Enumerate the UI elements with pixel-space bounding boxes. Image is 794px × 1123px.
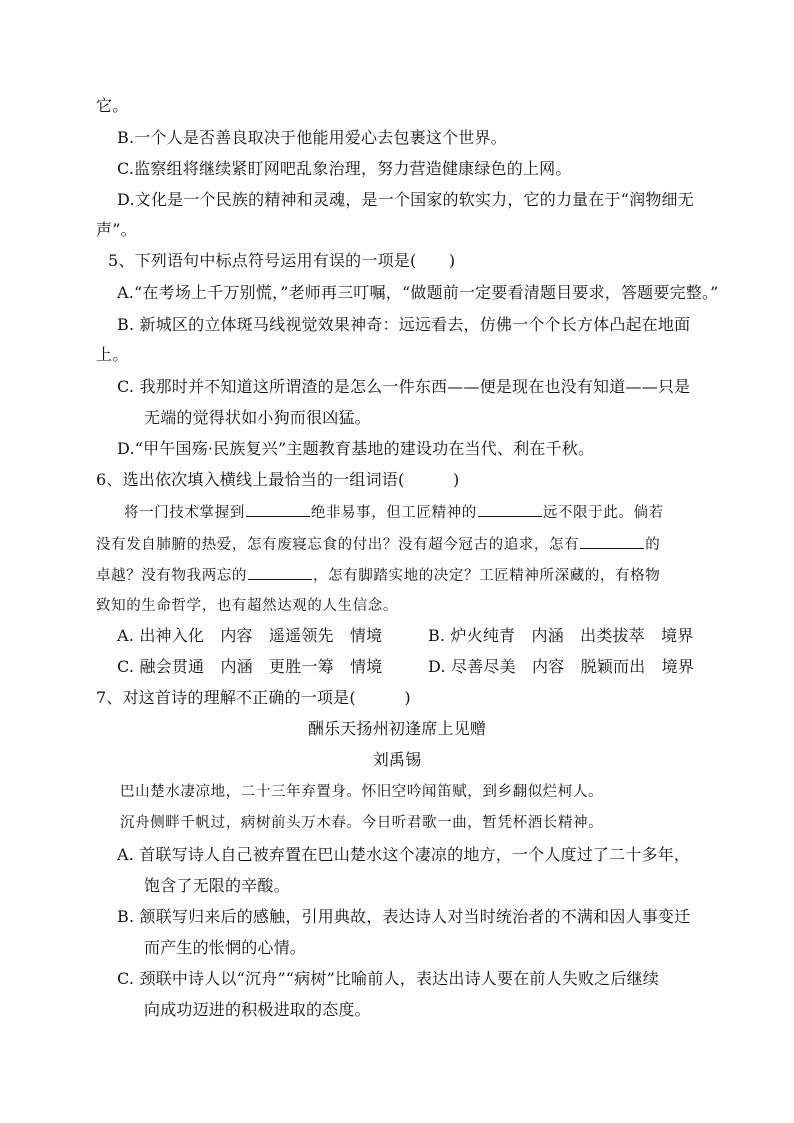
q4-option-b: B.一个人是否善良取决于他能用爱心去包裹这个世界。 <box>117 128 507 147</box>
q6-passage-seg: 绝非易事，但工匠精神的 <box>310 505 477 521</box>
q7-option-a-line1: A. 首联写诗人自己被弃置在巴山楚水这个凄凉的地方，一个人度过了二十多年， <box>117 845 691 864</box>
q4-option-d-line2: 声”。 <box>96 220 137 239</box>
q5-stem: 5、下列语句中标点符号运用有误的一项是( ) <box>108 251 456 270</box>
q7-option-c-line1: C. 颈联中诗人以“沉舟”“病树”比喻前人，表达出诗人要在前人失败之后继续 <box>117 969 659 988</box>
fill-blank-2 <box>478 502 542 517</box>
fill-blank-4 <box>248 565 312 580</box>
q6-passage-line4: 致知的生命哲学，也有超然达观的人生信念。 <box>96 598 398 614</box>
fill-blank-3 <box>580 534 644 549</box>
q6-passage-seg: 远不限于此。倘若 <box>542 505 664 521</box>
q5-option-b-line2: 上。 <box>96 345 129 364</box>
q6-passage-seg: ，怎有脚踏实地的决定？工匠精神所深藏的，有格物 <box>313 568 661 584</box>
poem-line-2: 沉舟侧畔千帆过，病树前头万木春。今日听君歌一曲，暂凭杯酒长精神。 <box>120 815 604 831</box>
q6-passage-line3 <box>96 565 660 586</box>
q6-passage-seg: 的 <box>645 537 661 553</box>
q5-option-b-line1: B. 新城区的立体斑马线视觉效果神奇：远远看去，仿佛一个个长方体凸起在地面 <box>117 315 691 334</box>
q7-option-b-line1: B. 颔联写归来后的感触，引用典故，表达诗人对当时统治者的不满和因人事变迁 <box>117 907 691 926</box>
q7-option-b-line2: 而产生的怅惘的心情。 <box>144 938 307 957</box>
q6-passage-seg: 卓越？没有物我两忘的 <box>96 568 247 584</box>
q5-option-c-line2: 无端的觉得状如小狗而很凶猛。 <box>144 408 371 427</box>
q7-option-a-line2: 饱含了无限的辛酸。 <box>144 876 290 895</box>
fill-blank-1 <box>246 502 310 517</box>
q4-option-d-line1: D.文化是一个民族的精神和灵魂，是一个国家的软实力，它的力量在于“润物细无 <box>117 190 694 209</box>
q6-passage-seg: 将一门技术掌握到 <box>124 505 245 521</box>
q5-option-d: D.“甲午国殇·民族复兴”主题教育基地的建设功在当代、利在千秋。 <box>117 439 595 458</box>
q6-option-a: A. 出神入化 内容 遥遥领先 情境 <box>117 626 383 645</box>
q6-option-d: D. 尽善尽美 内容 脱颖而出 境界 <box>428 657 695 676</box>
q6-option-b: B. 炉火纯青 内涵 出类拔萃 境界 <box>428 626 694 645</box>
q6-stem: 6、选出依次填入横线上最恰当的一组词语( ) <box>96 470 460 489</box>
q6-passage-line2 <box>96 534 660 555</box>
q7-option-c-line2: 向成功迈进的积极进取的态度。 <box>144 1000 371 1019</box>
q4-tail-text: 它。 <box>96 96 129 115</box>
poem-title: 酬乐天扬州初逢席上见赠 <box>307 719 487 738</box>
q7-stem: 7、对这首诗的理解不正确的一项是( ) <box>96 688 411 707</box>
q6-passage-seg: 没有发自肺腑的热爱，怎有废寝忘食的付出？没有超今冠古的追求，怎有 <box>96 537 580 553</box>
q6-option-c: C. 融会贯通 内涵 更胜一筹 情境 <box>117 657 383 676</box>
q5-option-c-line1: C. 我那时并不知道这所谓渣的是怎么一件东西——便是现在也没有知道——只是 <box>117 377 691 396</box>
poem-author: 刘禹锡 <box>372 750 422 769</box>
poem-line-1: 巴山楚水凄凉地，二十三年弃置身。怀旧空吟闻笛赋，到乡翻似烂柯人。 <box>120 784 604 800</box>
q5-option-a: A.“在考场上千万别慌，”老师再三叮嘱，“做题前一定要看清题目要求，答题要完整。” <box>117 283 719 302</box>
q4-option-c: C.监察组将继续紧盯网吧乱象治理，努力营造健康绿色的上网。 <box>117 159 572 178</box>
q6-passage-line1 <box>124 502 664 523</box>
